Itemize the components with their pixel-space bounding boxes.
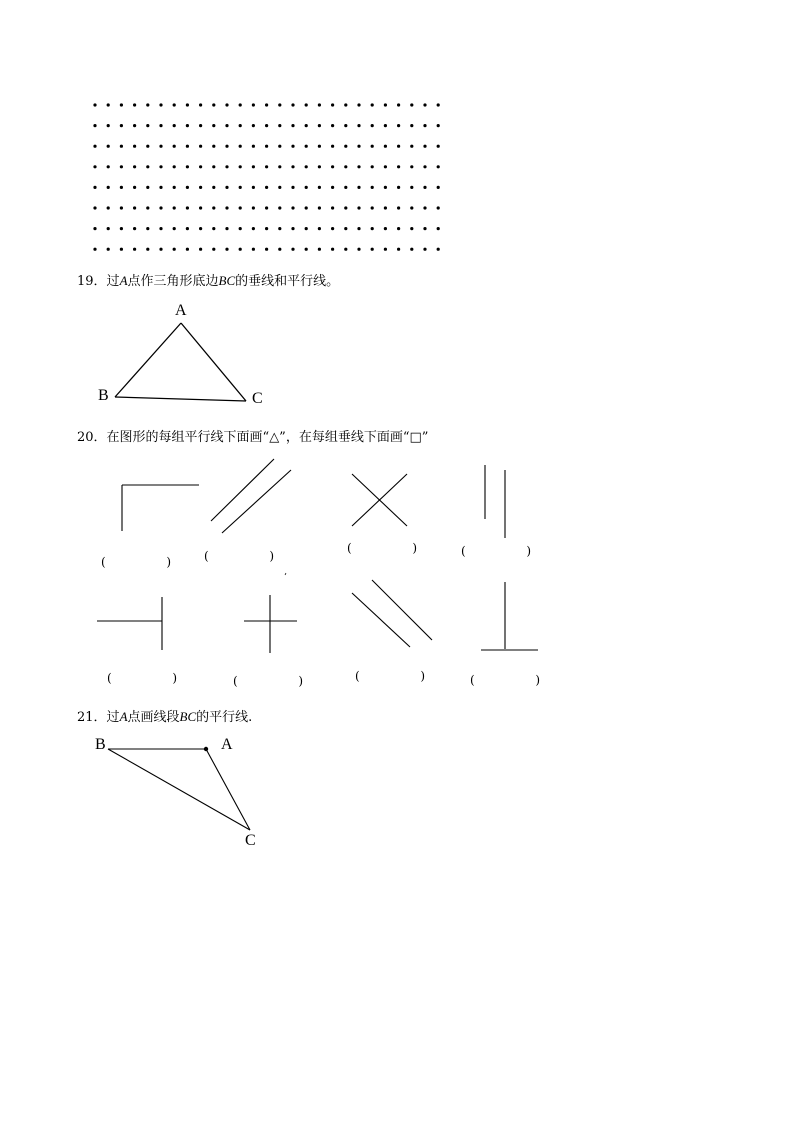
q20-answer-5: [107, 671, 177, 685]
q20-figure-2: [211, 459, 291, 533]
paren-close: ): [298, 674, 303, 688]
q21-triangle: [108, 747, 250, 830]
q21-label-c: C: [245, 832, 256, 849]
q20-figure-3: [352, 474, 407, 526]
q21-label-b: B: [95, 736, 106, 753]
q20-answer-6: [233, 674, 303, 688]
paren-close: ): [172, 671, 177, 685]
paren-close: ): [269, 549, 274, 563]
q21-text-mid: 点画线段: [127, 710, 180, 725]
q21-point-a: A: [119, 709, 128, 724]
q20-answer-7: [355, 669, 425, 683]
question-20: 20．在图形的每组平行线下面画“△”，在每组垂线下面画“□”: [77, 430, 429, 445]
question-21: [77, 706, 252, 725]
q20-answer-2: [204, 549, 274, 563]
paren-close: ): [166, 555, 171, 569]
q19-segment-bc: BC: [218, 273, 236, 288]
paren-open: (: [204, 549, 209, 563]
q21-segment-bc: BC: [179, 709, 197, 724]
q20-figure-6: [244, 595, 297, 653]
paren-open: (: [461, 544, 466, 558]
q20-figure-8: [481, 582, 538, 650]
q21-number: 21．: [77, 710, 107, 725]
q20-answer-4: [461, 544, 531, 558]
q20-figure-1: [122, 485, 199, 531]
q19-label-a: A: [175, 302, 187, 319]
q21-text-pre: 过: [106, 710, 120, 725]
paren-close: ): [535, 673, 540, 687]
q20-figure-7: [352, 580, 432, 647]
paren-close: ): [412, 541, 417, 555]
paren-open: (: [355, 669, 360, 683]
q21-text-post: 的平行线.: [196, 710, 253, 725]
q20-figure-5: [97, 597, 162, 650]
paren-open: (: [347, 541, 352, 555]
q19-label-c: C: [252, 390, 263, 407]
q19-text-post: 的垂线和平行线。: [235, 274, 340, 289]
q20-figure-4: [485, 465, 505, 538]
q19-triangle: [115, 323, 246, 401]
q20-answer-1: [101, 555, 171, 569]
q19-text-pre: 过: [106, 274, 120, 289]
q20-answer-8: [470, 673, 540, 687]
q21-label-a: A: [221, 736, 233, 753]
q19-label-b: B: [98, 387, 109, 404]
q19-text-mid: 点作三角形底边: [127, 274, 219, 289]
stray-mark: [285, 573, 286, 575]
q21-point-a-dot: [204, 747, 208, 751]
paren-open: (: [107, 671, 112, 685]
paren-open: (: [101, 555, 106, 569]
q20-answer-3: [347, 541, 417, 555]
paren-open: (: [470, 673, 475, 687]
paren-open: (: [233, 674, 238, 688]
paren-close: ): [420, 669, 425, 683]
q19-number: 19．: [77, 274, 107, 289]
paren-close: ): [526, 544, 531, 558]
q19-point-a: A: [119, 273, 128, 288]
